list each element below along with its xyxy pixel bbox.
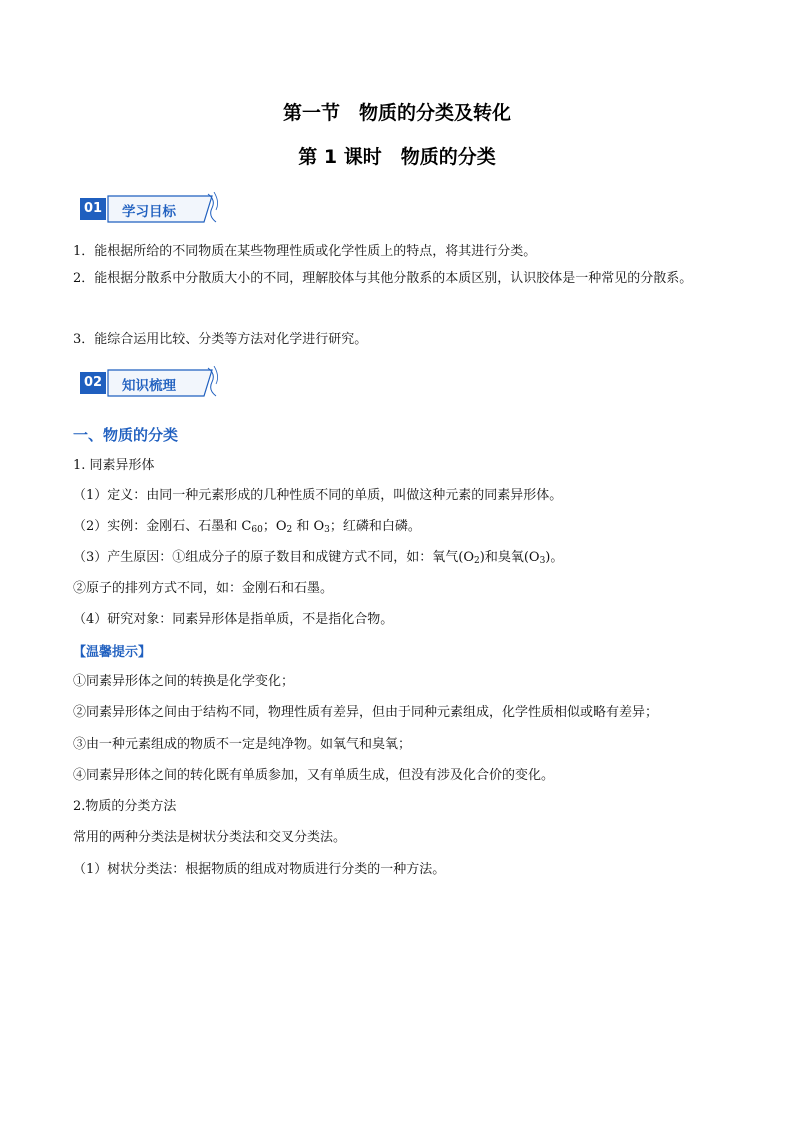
examples-text: 和 O xyxy=(292,519,325,534)
subscript: 2 xyxy=(474,556,480,566)
tip-heading: 【温馨提示】 xyxy=(73,645,152,660)
subscript: 2 xyxy=(286,525,293,535)
objective-2: 2．能根据分散系中分散质大小的不同，理解胶体与其他分散系的本质区别，认识胶体是一种常见的分散系。 xyxy=(73,271,693,286)
subscript: 3 xyxy=(539,556,546,566)
tip-4: ④同素异形体之间的转化既有单质参加，又有单质生成，但没有涉及化合价的变化。 xyxy=(73,768,555,783)
research-object-line: （4）研究对象：同素异形体是指单质，不是指化合物。 xyxy=(73,612,394,627)
badge-label: 知识梳理 xyxy=(122,378,176,394)
subscript: 3 xyxy=(324,525,330,535)
subheading-methods: 2.物质的分类方法 xyxy=(73,799,177,814)
examples-line xyxy=(73,517,421,540)
tree-method-line: （1）树状分类法：根据物质的组成对物质进行分类的一种方法。 xyxy=(73,862,446,877)
section-heading: 一、物质的分类 xyxy=(73,426,179,444)
tip-2: ②同素异形体之间由于结构不同，物理性质有差异，但由于同种元素组成，化学性质相似或略有差异； xyxy=(73,705,659,720)
badge-label: 学习目标 xyxy=(122,204,176,220)
cause-text: )和臭氧(O xyxy=(479,550,540,565)
objective-3: 3．能综合运用比较、分类等方法对化学进行研究。 xyxy=(73,332,368,347)
objective-1: 1．能根据所给的不同物质在某些物理性质或化学性质上的特点，将其进行分类。 xyxy=(73,244,537,259)
page-title: 第一节 物质的分类及转化 xyxy=(282,102,511,124)
tip-1: ①同素异形体之间的转换是化学变化； xyxy=(73,674,295,689)
cause-line-2: ②原子的排列方式不同，如：金刚石和石墨。 xyxy=(73,581,334,596)
cause-text: )。 xyxy=(545,550,564,565)
subheading-allotropes: 1. 同素异形体 xyxy=(73,458,155,473)
definition-line: （1）定义：由同一种元素形成的几种性质不同的单质，叫做这种元素的同素异形体。 xyxy=(73,488,563,503)
subscript: 60 xyxy=(251,525,263,535)
examples-text: ；O xyxy=(262,519,287,534)
examples-text: （2）实例：金刚石、石墨和 C xyxy=(73,519,252,534)
badge-number: 02 xyxy=(80,372,106,394)
badge-number: 01 xyxy=(80,198,106,220)
examples-text: ；红磷和白磷。 xyxy=(329,519,421,534)
tip-3: ③由一种元素组成的物质不一定是纯净物。如氧气和臭氧； xyxy=(73,737,412,752)
cause-text: （3）产生原因：①组成分子的原子数目和成键方式不同，如：氧气(O xyxy=(73,550,475,565)
page-subtitle: 第 1 课时 物质的分类 xyxy=(298,146,496,168)
cause-line xyxy=(73,548,563,571)
methods-line: 常用的两种分类法是树状分类法和交叉分类法。 xyxy=(73,830,347,845)
